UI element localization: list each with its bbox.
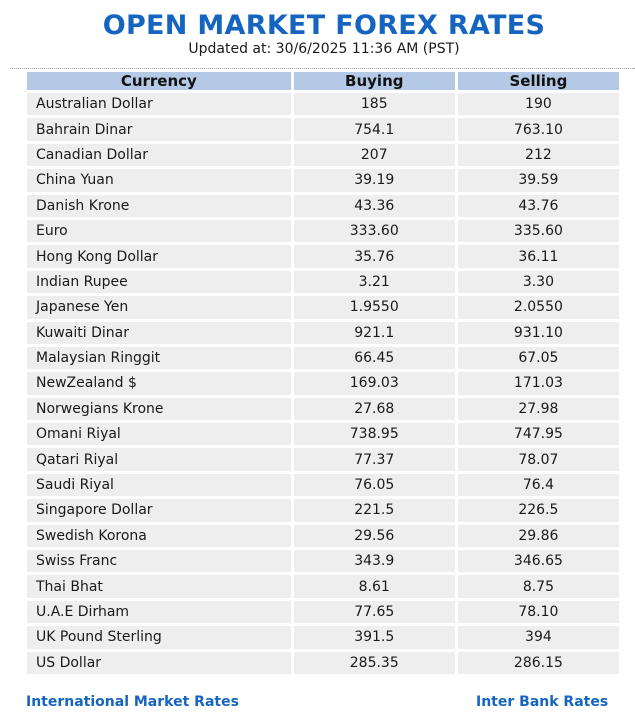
currency-cell: Malaysian Ringgit — [27, 347, 291, 369]
selling-cell: 36.11 — [458, 245, 619, 267]
currency-cell: U.A.E Dirham — [27, 601, 291, 623]
table-row — [27, 296, 619, 318]
buying-cell: 1.9550 — [294, 296, 455, 318]
selling-cell: 3.30 — [458, 271, 619, 293]
selling-cell: 286.15 — [458, 652, 619, 674]
selling-cell: 27.98 — [458, 398, 619, 420]
table-row — [27, 652, 619, 674]
table-row — [27, 601, 619, 623]
updated-timestamp: Updated at: 30/6/2025 11:36 AM (PST) — [188, 41, 460, 57]
table-row — [27, 398, 619, 420]
selling-cell: 2.0550 — [458, 296, 619, 318]
table-row — [27, 347, 619, 369]
inter-bank-rates-link[interactable]: Inter Bank Rates — [476, 694, 609, 710]
table-row — [27, 169, 619, 191]
selling-cell: 226.5 — [458, 499, 619, 521]
currency-cell: NewZealand $ — [27, 372, 291, 394]
buying-cell: 77.65 — [294, 601, 455, 623]
table-row — [27, 271, 619, 293]
selling-cell: 39.59 — [458, 169, 619, 191]
buying-cell: 333.60 — [294, 220, 455, 242]
table-row — [27, 550, 619, 572]
buying-cell: 169.03 — [294, 372, 455, 394]
table-row — [27, 525, 619, 547]
buying-cell: 3.21 — [294, 271, 455, 293]
table-row — [27, 474, 619, 496]
currency-cell: Indian Rupee — [27, 271, 291, 293]
currency-cell: Kuwaiti Dinar — [27, 322, 291, 344]
buying-cell: 754.1 — [294, 118, 455, 140]
buying-cell: 8.61 — [294, 575, 455, 597]
selling-cell: 747.95 — [458, 423, 619, 445]
page-title: OPEN MARKET FOREX RATES — [102, 10, 546, 41]
table-row — [27, 499, 619, 521]
buying-cell: 738.95 — [294, 423, 455, 445]
currency-cell: China Yuan — [27, 169, 291, 191]
selling-cell: 8.75 — [458, 575, 619, 597]
table-row — [27, 118, 619, 140]
buying-cell: 221.5 — [294, 499, 455, 521]
currency-cell: Swiss Franc — [27, 550, 291, 572]
selling-cell: 335.60 — [458, 220, 619, 242]
currency-cell: Hong Kong Dollar — [27, 245, 291, 267]
currency-cell: Japanese Yen — [27, 296, 291, 318]
header-currency: Currency — [27, 72, 291, 90]
currency-cell: US Dollar — [27, 652, 291, 674]
buying-cell: 77.37 — [294, 448, 455, 470]
currency-cell: UK Pound Sterling — [27, 626, 291, 648]
selling-cell: 171.03 — [458, 372, 619, 394]
selling-cell: 78.07 — [458, 448, 619, 470]
selling-cell: 67.05 — [458, 347, 619, 369]
currency-cell: Canadian Dollar — [27, 144, 291, 166]
buying-cell: 43.36 — [294, 195, 455, 217]
table-row — [27, 144, 619, 166]
currency-cell: Euro — [27, 220, 291, 242]
selling-cell: 76.4 — [458, 474, 619, 496]
selling-cell: 43.76 — [458, 195, 619, 217]
selling-cell: 190 — [458, 93, 619, 115]
table-row — [27, 93, 619, 115]
table-row — [27, 626, 619, 648]
table-row — [27, 372, 619, 394]
selling-cell: 212 — [458, 144, 619, 166]
buying-cell: 29.56 — [294, 525, 455, 547]
currency-cell: Singapore Dollar — [27, 499, 291, 521]
table-row — [27, 245, 619, 267]
header-buying: Buying — [294, 72, 455, 90]
buying-cell: 185 — [294, 93, 455, 115]
international-market-rates-link[interactable]: International Market Rates — [26, 694, 239, 710]
currency-cell: Saudi Riyal — [27, 474, 291, 496]
selling-cell: 29.86 — [458, 525, 619, 547]
currency-cell: Australian Dollar — [27, 93, 291, 115]
selling-cell: 78.10 — [458, 601, 619, 623]
currency-cell: Bahrain Dinar — [27, 118, 291, 140]
table-row — [27, 448, 619, 470]
table-row — [27, 195, 619, 217]
table-row — [27, 322, 619, 344]
table-row — [27, 575, 619, 597]
buying-cell: 76.05 — [294, 474, 455, 496]
currency-cell: Swedish Korona — [27, 525, 291, 547]
buying-cell: 391.5 — [294, 626, 455, 648]
selling-cell: 394 — [458, 626, 619, 648]
currency-cell: Thai Bhat — [27, 575, 291, 597]
currency-cell: Qatari Riyal — [27, 448, 291, 470]
buying-cell: 285.35 — [294, 652, 455, 674]
buying-cell: 27.68 — [294, 398, 455, 420]
buying-cell: 921.1 — [294, 322, 455, 344]
buying-cell: 35.76 — [294, 245, 455, 267]
currency-cell: Danish Krone — [27, 195, 291, 217]
table-header-row — [27, 72, 619, 90]
buying-cell: 39.19 — [294, 169, 455, 191]
table-row — [27, 220, 619, 242]
buying-cell: 343.9 — [294, 550, 455, 572]
selling-cell: 763.10 — [458, 118, 619, 140]
currency-cell: Norwegians Krone — [27, 398, 291, 420]
buying-cell: 207 — [294, 144, 455, 166]
currency-cell: Omani Riyal — [27, 423, 291, 445]
selling-cell: 346.65 — [458, 550, 619, 572]
buying-cell: 66.45 — [294, 347, 455, 369]
header-selling: Selling — [458, 72, 619, 90]
selling-cell: 931.10 — [458, 322, 619, 344]
table-row — [27, 423, 619, 445]
forex-rates-table — [24, 69, 622, 677]
